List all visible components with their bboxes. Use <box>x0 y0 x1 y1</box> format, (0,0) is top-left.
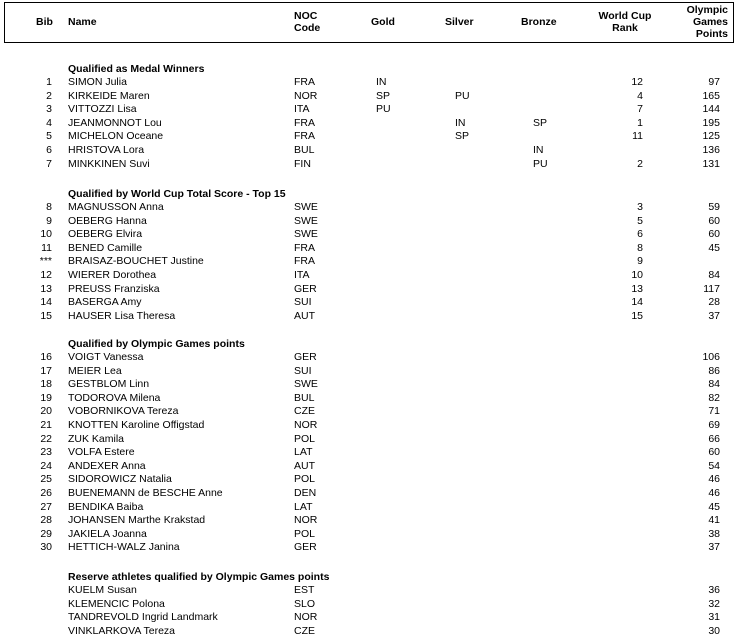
table-row <box>0 351 738 364</box>
cell-rank: 3 <box>637 201 643 213</box>
header-name: Name <box>68 16 97 28</box>
cell-name: JOHANSEN Marthe Krakstad <box>68 514 206 527</box>
table-row <box>0 446 738 459</box>
table-row <box>0 130 738 143</box>
cell-name: VOBORNIKOVA Tereza <box>68 405 179 418</box>
cell-points: 86 <box>708 364 720 377</box>
cell-points: 41 <box>708 514 720 527</box>
cell-name: VINKLARKOVA Tereza <box>68 624 175 637</box>
table-row <box>0 201 738 214</box>
cell-bib: 13 <box>40 282 52 295</box>
cell-bib: 28 <box>40 514 52 527</box>
cell-noc: FIN <box>294 157 311 170</box>
cell-name: VOLFA Estere <box>68 446 135 459</box>
cell-noc: SLO <box>294 597 316 610</box>
cell-gold: SP <box>376 89 391 102</box>
cell-points: 30 <box>708 624 720 637</box>
cell-points: 125 <box>702 130 720 143</box>
cell-bib: 8 <box>46 201 52 213</box>
cell-points: 28 <box>708 296 720 309</box>
table-row <box>0 473 738 486</box>
cell-rank: 13 <box>631 282 643 295</box>
cell-noc: GER <box>294 351 317 363</box>
cell-bib: 20 <box>40 405 52 418</box>
cell-noc: SWE <box>294 378 318 391</box>
cell-points: 37 <box>708 309 720 322</box>
cell-bib: 2 <box>46 89 52 102</box>
table-row <box>0 365 738 378</box>
cell-bronze: IN <box>533 144 544 156</box>
cell-points: 60 <box>708 228 720 241</box>
cell-rank: 9 <box>637 255 643 268</box>
cell-noc: NOR <box>294 514 318 527</box>
cell-noc: POL <box>294 527 316 540</box>
cell-name: KNOTTEN Karoline Offigstad <box>68 419 205 431</box>
cell-points: 71 <box>708 405 720 418</box>
cell-bib: 14 <box>40 296 52 309</box>
cell-name: MINKKINEN Suvi <box>68 157 150 170</box>
cell-points: 84 <box>708 269 720 281</box>
cell-points: 54 <box>708 459 720 472</box>
cell-noc: SWE <box>294 214 318 227</box>
header-world-cup-rank: World Cup Rank <box>598 10 652 34</box>
cell-name: BENDIKA Baiba <box>68 500 144 513</box>
cell-bib: 25 <box>40 473 52 486</box>
cell-name: KIRKEIDE Maren <box>68 89 150 102</box>
cell-rank: 12 <box>631 76 643 88</box>
section-title: Reserve athletes qualified by Olympic Games points <box>68 571 330 583</box>
cell-points: 136 <box>702 144 720 156</box>
cell-rank: 8 <box>637 241 643 254</box>
cell-bib: 21 <box>40 419 52 431</box>
cell-points: 38 <box>708 527 720 540</box>
cell-bib: 1 <box>46 76 52 88</box>
table-row <box>0 103 738 116</box>
table-row <box>0 76 738 89</box>
table-row <box>0 392 738 405</box>
cell-rank: 6 <box>637 228 643 241</box>
cell-name: BUENEMANN de BESCHE Anne <box>68 487 223 499</box>
cell-bib: 17 <box>40 364 52 377</box>
cell-name: MAGNUSSON Anna <box>68 201 164 213</box>
cell-points: 69 <box>708 419 720 431</box>
table-row <box>0 460 738 473</box>
header-olympic-points: Olympic Games Points <box>686 4 728 40</box>
cell-bib: 16 <box>40 351 52 363</box>
table-row <box>0 528 738 541</box>
cell-bib: 4 <box>46 116 52 129</box>
cell-noc: FRA <box>294 255 315 268</box>
cell-bib: 18 <box>40 378 52 391</box>
section-title: Qualified as Medal Winners <box>68 63 205 75</box>
table-row <box>0 584 738 597</box>
cell-rank: 11 <box>632 130 643 143</box>
cell-bib: 30 <box>40 541 52 554</box>
cell-name: BASERGA Amy <box>68 296 142 309</box>
cell-noc: SWE <box>294 201 318 213</box>
cell-name: KLEMENCIC Polona <box>68 597 165 610</box>
cell-name: HAUSER Lisa Theresa <box>68 309 176 322</box>
table-row <box>0 283 738 296</box>
cell-bib: 23 <box>40 446 52 459</box>
cell-points: 60 <box>708 214 720 227</box>
cell-name: OEBERG Elvira <box>68 228 143 241</box>
header-noc: NOC Code <box>294 10 321 34</box>
table-row <box>0 541 738 554</box>
table-row <box>0 242 738 255</box>
table-row <box>0 144 738 157</box>
table-row <box>0 611 738 624</box>
cell-name: ANDEXER Anna <box>68 459 146 472</box>
cell-noc: BUL <box>294 391 315 404</box>
cell-noc: LAT <box>294 446 313 459</box>
table-row <box>0 228 738 241</box>
cell-bib: 7 <box>46 157 52 170</box>
table-row <box>0 158 738 171</box>
cell-rank: 7 <box>637 103 643 116</box>
cell-bib: 15 <box>40 309 52 322</box>
cell-bib: 6 <box>46 144 52 156</box>
cell-name: TANDREVOLD Ingrid Landmark <box>68 611 218 624</box>
cell-points: 131 <box>702 157 720 170</box>
cell-noc: CZE <box>294 405 315 418</box>
cell-bib: 26 <box>40 487 52 499</box>
cell-points: 46 <box>708 473 720 486</box>
table-row <box>0 405 738 418</box>
cell-silver: IN <box>455 116 466 129</box>
cell-points: 106 <box>702 351 720 363</box>
cell-name: SIMON Julia <box>68 76 127 88</box>
cell-name: TODOROVA Milena <box>68 391 161 404</box>
header-gold: Gold <box>371 16 395 28</box>
cell-noc: SUI <box>294 364 312 377</box>
cell-points: 59 <box>708 201 720 213</box>
cell-gold: PU <box>376 103 391 116</box>
cell-noc: LAT <box>294 500 313 513</box>
cell-points: 45 <box>708 500 720 513</box>
table-row <box>0 296 738 309</box>
cell-name: KUELM Susan <box>68 584 137 596</box>
cell-name: PREUSS Franziska <box>68 282 160 295</box>
cell-name: BENED Camille <box>68 241 143 254</box>
cell-points: 97 <box>708 76 720 88</box>
cell-points: 45 <box>708 241 720 254</box>
cell-points: 37 <box>708 541 720 554</box>
cell-name: GESTBLOM Linn <box>68 378 150 391</box>
cell-noc: SWE <box>294 228 318 241</box>
header-silver: Silver <box>445 16 474 28</box>
cell-bib: 27 <box>40 500 52 513</box>
cell-name: VOIGT Vanessa <box>68 351 144 363</box>
table-row <box>0 117 738 130</box>
cell-noc: FRA <box>294 130 315 143</box>
cell-name: JEANMONNOT Lou <box>68 116 162 129</box>
cell-noc: CZE <box>294 624 315 637</box>
cell-rank: 5 <box>637 214 643 227</box>
cell-points: 84 <box>708 378 720 391</box>
cell-bib: 19 <box>40 391 52 404</box>
cell-points: 144 <box>702 103 720 116</box>
cell-rank: 14 <box>631 296 643 309</box>
table-row <box>0 433 738 446</box>
cell-name: HETTICH-WALZ Janina <box>68 541 180 554</box>
cell-rank: 2 <box>637 157 643 170</box>
table-row <box>0 90 738 103</box>
table-row <box>0 501 738 514</box>
table-row <box>0 310 738 323</box>
cell-noc: DEN <box>294 487 317 499</box>
cell-bronze: SP <box>533 116 548 129</box>
cell-points: 66 <box>708 432 720 445</box>
cell-rank: 4 <box>637 89 643 102</box>
cell-silver: PU <box>455 89 470 102</box>
table-row <box>0 487 738 500</box>
cell-bib: 12 <box>40 269 52 281</box>
table-row <box>0 269 738 282</box>
cell-name: MEIER Lea <box>68 364 122 377</box>
section-title: Qualified by Olympic Games points <box>68 338 245 350</box>
cell-noc: FRA <box>294 76 315 88</box>
cell-points: 60 <box>708 446 720 459</box>
cell-silver: SP <box>455 130 470 143</box>
table-row <box>0 419 738 432</box>
cell-noc: SUI <box>294 296 312 309</box>
cell-noc: NOR <box>294 419 318 431</box>
header-bib: Bib <box>36 16 53 28</box>
cell-name: OEBERG Hanna <box>68 214 147 227</box>
cell-noc: GER <box>294 541 317 554</box>
cell-points: 46 <box>708 487 720 499</box>
cell-bib: 3 <box>46 103 52 116</box>
cell-name: JAKIELA Joanna <box>68 527 147 540</box>
cell-rank: 1 <box>637 116 643 129</box>
cell-points: 36 <box>708 584 720 596</box>
cell-noc: ITA <box>294 269 310 281</box>
cell-noc: POL <box>294 473 316 486</box>
cell-noc: POL <box>294 432 316 445</box>
cell-rank: 15 <box>631 309 643 322</box>
table-row <box>0 514 738 527</box>
cell-noc: NOR <box>294 89 318 102</box>
cell-bib: 11 <box>41 241 52 254</box>
cell-bib: 9 <box>46 214 52 227</box>
cell-name: VITTOZZI Lisa <box>68 103 137 116</box>
cell-noc: AUT <box>294 459 315 472</box>
cell-points: 165 <box>702 89 720 102</box>
cell-noc: BUL <box>294 144 315 156</box>
table-row <box>0 625 738 638</box>
header-bronze: Bronze <box>521 16 557 28</box>
table-row <box>0 598 738 611</box>
cell-rank: 10 <box>631 269 643 281</box>
cell-bib: *** <box>39 255 52 268</box>
cell-name: MICHELON Oceane <box>68 130 164 143</box>
cell-bib: 5 <box>46 130 52 143</box>
cell-name: ZUK Kamila <box>68 432 125 445</box>
cell-bib: 24 <box>40 459 52 472</box>
cell-noc: NOR <box>294 611 318 624</box>
cell-points: 82 <box>708 391 720 404</box>
cell-points: 117 <box>703 282 720 295</box>
table-row <box>0 215 738 228</box>
cell-gold: IN <box>376 76 387 88</box>
cell-points: 31 <box>708 611 720 624</box>
cell-name: SIDOROWICZ Natalia <box>68 473 172 486</box>
cell-noc: GER <box>294 282 317 295</box>
cell-name: HRISTOVA Lora <box>68 144 145 156</box>
cell-points: 32 <box>708 597 720 610</box>
cell-noc: FRA <box>294 116 315 129</box>
cell-noc: ITA <box>294 103 310 116</box>
cell-bronze: PU <box>533 157 548 170</box>
cell-noc: FRA <box>294 241 315 254</box>
cell-name: WIERER Dorothea <box>68 269 157 281</box>
cell-noc: AUT <box>294 309 315 322</box>
table-row <box>0 255 738 268</box>
cell-noc: EST <box>294 584 315 596</box>
cell-bib: 22 <box>40 432 52 445</box>
table-row <box>0 378 738 391</box>
cell-points: 195 <box>702 116 720 129</box>
section-title: Qualified by World Cup Total Score - Top 15 <box>68 188 286 200</box>
cell-bib: 29 <box>40 527 52 540</box>
cell-bib: 10 <box>40 228 52 241</box>
cell-name: BRAISAZ-BOUCHET Justine <box>68 255 204 268</box>
